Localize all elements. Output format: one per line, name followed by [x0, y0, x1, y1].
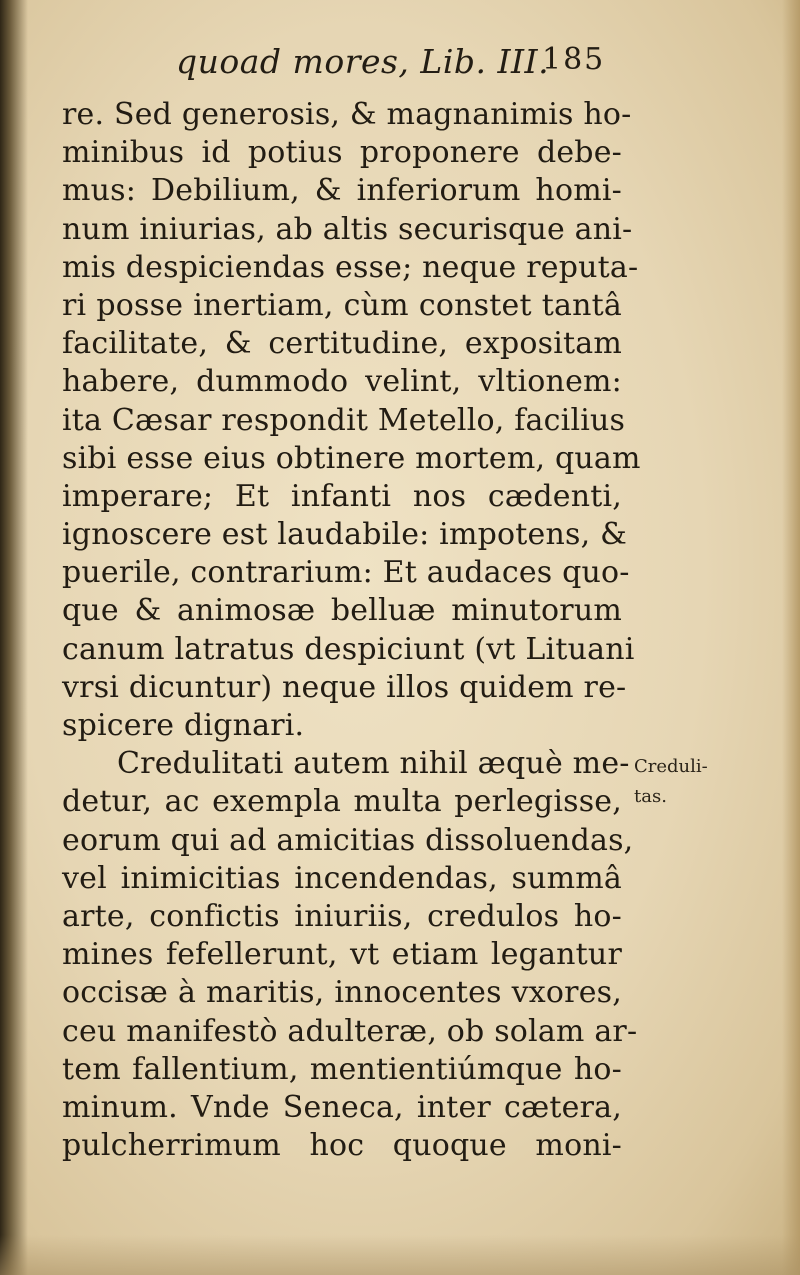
text-line: num iniurias, ab altis securisque ani-	[62, 211, 633, 247]
marginal-note	[634, 752, 714, 812]
text-line: ri posse inertiam, cùm constet tantâ	[62, 287, 622, 323]
text-line: occisæ à maritis, innocentes vxores,	[62, 975, 622, 1011]
marginal-note-line: tas.	[634, 786, 667, 807]
text-line: que & animosæ belluæ minutorum	[62, 593, 622, 629]
text-line: mus: Debilium, & inferiorum homi-	[62, 173, 622, 209]
page-number: 185	[542, 42, 606, 77]
text-line: ita Cæsar respondit Metello, facilius	[62, 402, 626, 438]
text-line: sibi esse eius obtinere mortem, quam	[62, 440, 641, 476]
text-line: eorum qui ad amicitias dissoluendas,	[62, 822, 634, 858]
text-line: arte, confictis iniuriis, credulos ho-	[62, 898, 622, 934]
text-line: vel inimicitias incendendas, summâ	[62, 860, 622, 896]
gutter-shadow	[0, 0, 28, 1275]
page-bottom-edge	[0, 1235, 800, 1275]
text-line: puerile, contrarium: Et audaces quo-	[62, 555, 630, 591]
running-head: quoad mores, Lib. III.	[176, 42, 550, 81]
text-line: re. Sed generosis, & magnanimis ho-	[62, 97, 632, 132]
text-line: ceu manifestò adulteræ, ob solam ar-	[62, 1013, 638, 1049]
text-line: minibus id potius proponere debe-	[62, 135, 622, 171]
marginal-note-line: Creduli-	[634, 756, 708, 777]
text-line: imperare; Et infanti nos cædenti,	[62, 478, 622, 514]
page-header	[160, 40, 620, 88]
text-line: facilitate, & certitudine, expositam	[62, 326, 622, 362]
text-line: vrsi dicuntur) neque illos quidem re-	[62, 669, 627, 705]
body-text	[62, 96, 641, 1165]
text-line: canum latratus despiciunt (vt Lituani	[62, 631, 635, 667]
text-line: detur, ac exempla multa perlegisse,	[62, 784, 622, 820]
text-line: spicere dignari.	[62, 708, 305, 743]
text-line: pulcherrimum hoc quoque moni-	[62, 1128, 622, 1164]
paragraph-first-line: Credulitati autem nihil æquè me-	[117, 746, 630, 782]
text-line: minum. Vnde Seneca, inter cætera,	[62, 1089, 622, 1125]
text-line: ignoscere est laudabile: impotens, &	[62, 517, 627, 553]
text-line: mines fefellerunt, vt etiam legantur	[62, 937, 622, 973]
text-line: mis despiciendas esse; neque reputa-	[62, 249, 639, 285]
text-line: habere, dummodo velint, vltionem:	[62, 364, 622, 400]
text-line: tem fallentium, mentientiúmque ho-	[62, 1051, 622, 1087]
page-edge	[782, 0, 800, 1275]
